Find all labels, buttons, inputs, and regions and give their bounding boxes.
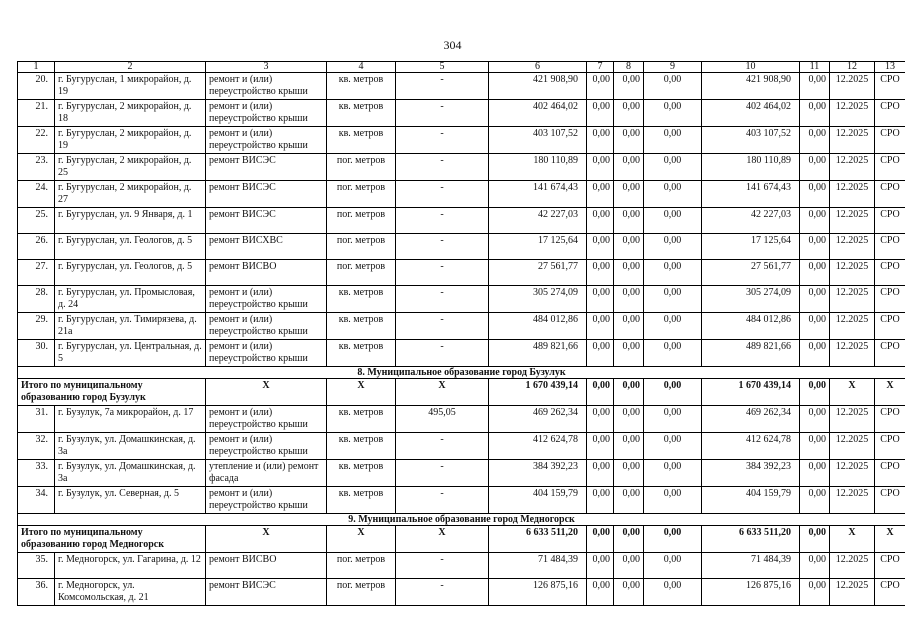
unit-cell: кв. метров (327, 340, 396, 367)
quantity-cell: - (396, 553, 489, 579)
total-cost-cell: 403 107,52 (489, 127, 587, 154)
total-cost-cell: 469 262,34 (489, 406, 587, 433)
value-cell-11: 0,00 (800, 460, 830, 487)
value-cell-7: 0,00 (587, 460, 614, 487)
address-cell: г. Бугуруслан, 1 микрорайон, д. 19 (55, 73, 206, 100)
value-cell-11: 0,00 (800, 73, 830, 100)
quantity-cell: - (396, 313, 489, 340)
subtotal-x: X (327, 526, 396, 553)
value-cell-11: 0,00 (800, 553, 830, 579)
subtotal-value: 0,00 (587, 379, 614, 406)
source-cell: СРО (875, 208, 905, 234)
column-number: 7 (587, 62, 614, 73)
work-type-cell: ремонт ВИСВО (206, 553, 327, 579)
fund-cost-cell: 42 227,03 (702, 208, 800, 234)
value-cell-9: 0,00 (644, 154, 702, 181)
total-cost-cell: 404 159,79 (489, 487, 587, 514)
source-cell: СРО (875, 154, 905, 181)
row-number: 23. (18, 154, 55, 181)
subtotal-x: X (875, 526, 905, 553)
address-cell: г. Бузулук, ул. Северная, д. 5 (55, 487, 206, 514)
address-cell: г. Бугуруслан, ул. 9 Января, д. 1 (55, 208, 206, 234)
unit-cell: пог. метров (327, 260, 396, 286)
value-cell-8: 0,00 (614, 433, 644, 460)
value-cell-8: 0,00 (614, 340, 644, 367)
deadline-cell: 12.2025 (830, 286, 875, 313)
column-number-row (18, 62, 905, 73)
deadline-cell: 12.2025 (830, 73, 875, 100)
value-cell-8: 0,00 (614, 286, 644, 313)
work-type-cell: утепление и (или) ремонт фасада (206, 460, 327, 487)
fund-cost-cell: 305 274,09 (702, 286, 800, 313)
quantity-cell: - (396, 286, 489, 313)
column-number: 2 (55, 62, 206, 73)
row-number: 21. (18, 100, 55, 127)
address-cell: г. Медногорск, ул. Комсомольская, д. 21 (55, 579, 206, 606)
repair-program-table (17, 61, 905, 606)
work-type-cell: ремонт ВИСХВС (206, 234, 327, 260)
deadline-cell: 12.2025 (830, 313, 875, 340)
total-cost-cell: 489 821,66 (489, 340, 587, 367)
unit-cell: пог. метров (327, 553, 396, 579)
value-cell-8: 0,00 (614, 127, 644, 154)
section-heading-row (18, 367, 905, 379)
deadline-cell: 12.2025 (830, 100, 875, 127)
unit-cell: кв. метров (327, 406, 396, 433)
deadline-cell: 12.2025 (830, 208, 875, 234)
row-number: 33. (18, 460, 55, 487)
subtotal-row (18, 379, 905, 406)
work-type-cell: ремонт ВИСЭС (206, 181, 327, 208)
value-cell-11: 0,00 (800, 487, 830, 514)
value-cell-11: 0,00 (800, 340, 830, 367)
table-row (18, 260, 905, 286)
quantity-cell: - (396, 260, 489, 286)
work-type-cell: ремонт и (или) переустройство крыши (206, 100, 327, 127)
fund-cost-cell: 469 262,34 (702, 406, 800, 433)
work-type-cell: ремонт ВИСВО (206, 260, 327, 286)
row-number: 26. (18, 234, 55, 260)
value-cell-9: 0,00 (644, 460, 702, 487)
deadline-cell: 12.2025 (830, 340, 875, 367)
quantity-cell: - (396, 487, 489, 514)
source-cell: СРО (875, 406, 905, 433)
value-cell-9: 0,00 (644, 579, 702, 606)
quantity-cell: - (396, 460, 489, 487)
address-cell: г. Бугуруслан, ул. Геологов, д. 5 (55, 260, 206, 286)
column-number: 13 (875, 62, 905, 73)
source-cell: СРО (875, 340, 905, 367)
deadline-cell: 12.2025 (830, 553, 875, 579)
subtotal-cost: 6 633 511,20 (489, 526, 587, 553)
value-cell-8: 0,00 (614, 73, 644, 100)
value-cell-11: 0,00 (800, 234, 830, 260)
value-cell-9: 0,00 (644, 100, 702, 127)
source-cell: СРО (875, 460, 905, 487)
source-cell: СРО (875, 313, 905, 340)
value-cell-9: 0,00 (644, 181, 702, 208)
subtotal-value: 0,00 (614, 379, 644, 406)
subtotal-fund-cost: 6 633 511,20 (702, 526, 800, 553)
address-cell: г. Бугуруслан, 2 микрорайон, д. 19 (55, 127, 206, 154)
deadline-cell: 12.2025 (830, 234, 875, 260)
deadline-cell: 12.2025 (830, 406, 875, 433)
subtotal-x: X (327, 379, 396, 406)
value-cell-8: 0,00 (614, 208, 644, 234)
subtotal-label: Итого по муниципальному образованию город Медногорск (18, 526, 206, 553)
value-cell-11: 0,00 (800, 154, 830, 181)
source-cell: СРО (875, 260, 905, 286)
row-number: 22. (18, 127, 55, 154)
total-cost-cell: 126 875,16 (489, 579, 587, 606)
value-cell-9: 0,00 (644, 487, 702, 514)
value-cell-9: 0,00 (644, 127, 702, 154)
value-cell-9: 0,00 (644, 406, 702, 433)
row-number: 36. (18, 579, 55, 606)
value-cell-9: 0,00 (644, 260, 702, 286)
deadline-cell: 12.2025 (830, 433, 875, 460)
column-number: 4 (327, 62, 396, 73)
address-cell: г. Бугуруслан, 2 микрорайон, д. 27 (55, 181, 206, 208)
table-row (18, 487, 905, 514)
row-number: 35. (18, 553, 55, 579)
quantity-cell: - (396, 73, 489, 100)
quantity-cell: - (396, 154, 489, 181)
quantity-cell: - (396, 579, 489, 606)
value-cell-7: 0,00 (587, 313, 614, 340)
total-cost-cell: 17 125,64 (489, 234, 587, 260)
value-cell-9: 0,00 (644, 313, 702, 340)
table-row (18, 234, 905, 260)
value-cell-7: 0,00 (587, 234, 614, 260)
value-cell-7: 0,00 (587, 487, 614, 514)
section-heading-row (18, 514, 905, 526)
column-number: 8 (614, 62, 644, 73)
fund-cost-cell: 17 125,64 (702, 234, 800, 260)
column-number: 3 (206, 62, 327, 73)
value-cell-7: 0,00 (587, 127, 614, 154)
source-cell: СРО (875, 487, 905, 514)
row-number: 34. (18, 487, 55, 514)
table-row (18, 286, 905, 313)
fund-cost-cell: 126 875,16 (702, 579, 800, 606)
deadline-cell: 12.2025 (830, 260, 875, 286)
address-cell: г. Бузулук, ул. Домашкинская, д. 3а (55, 433, 206, 460)
column-number: 9 (644, 62, 702, 73)
value-cell-9: 0,00 (644, 433, 702, 460)
row-number: 32. (18, 433, 55, 460)
value-cell-9: 0,00 (644, 208, 702, 234)
value-cell-9: 0,00 (644, 340, 702, 367)
unit-cell: пог. метров (327, 154, 396, 181)
unit-cell: кв. метров (327, 433, 396, 460)
source-cell: СРО (875, 579, 905, 606)
page-number: 304 (443, 38, 462, 52)
value-cell-11: 0,00 (800, 579, 830, 606)
work-type-cell: ремонт ВИСЭС (206, 579, 327, 606)
column-number: 11 (800, 62, 830, 73)
value-cell-11: 0,00 (800, 406, 830, 433)
fund-cost-cell: 489 821,66 (702, 340, 800, 367)
fund-cost-cell: 484 012,86 (702, 313, 800, 340)
value-cell-7: 0,00 (587, 406, 614, 433)
value-cell-11: 0,00 (800, 313, 830, 340)
subtotal-value: 0,00 (644, 379, 702, 406)
fund-cost-cell: 27 561,77 (702, 260, 800, 286)
total-cost-cell: 27 561,77 (489, 260, 587, 286)
total-cost-cell: 412 624,78 (489, 433, 587, 460)
source-cell: СРО (875, 234, 905, 260)
unit-cell: пог. метров (327, 181, 396, 208)
value-cell-11: 0,00 (800, 100, 830, 127)
table-row (18, 340, 905, 367)
table-row (18, 406, 905, 433)
value-cell-8: 0,00 (614, 154, 644, 181)
work-type-cell: ремонт и (или) переустройство крыши (206, 313, 327, 340)
quantity-cell: - (396, 340, 489, 367)
value-cell-8: 0,00 (614, 100, 644, 127)
quantity-cell: - (396, 234, 489, 260)
value-cell-7: 0,00 (587, 579, 614, 606)
column-number: 6 (489, 62, 587, 73)
table-row (18, 100, 905, 127)
column-number: 10 (702, 62, 800, 73)
subtotal-x: X (875, 379, 905, 406)
value-cell-9: 0,00 (644, 553, 702, 579)
subtotal-x: X (396, 526, 489, 553)
quantity-cell: - (396, 208, 489, 234)
unit-cell: пог. метров (327, 208, 396, 234)
deadline-cell: 12.2025 (830, 460, 875, 487)
work-type-cell: ремонт и (или) переустройство крыши (206, 340, 327, 367)
value-cell-7: 0,00 (587, 181, 614, 208)
deadline-cell: 12.2025 (830, 487, 875, 514)
total-cost-cell: 402 464,02 (489, 100, 587, 127)
table-row (18, 460, 905, 487)
source-cell: СРО (875, 127, 905, 154)
value-cell-7: 0,00 (587, 433, 614, 460)
deadline-cell: 12.2025 (830, 579, 875, 606)
value-cell-11: 0,00 (800, 127, 830, 154)
address-cell: г. Бугуруслан, 2 микрорайон, д. 25 (55, 154, 206, 181)
fund-cost-cell: 403 107,52 (702, 127, 800, 154)
work-type-cell: ремонт и (или) переустройство крыши (206, 127, 327, 154)
table-row (18, 181, 905, 208)
total-cost-cell: 141 674,43 (489, 181, 587, 208)
value-cell-9: 0,00 (644, 73, 702, 100)
value-cell-11: 0,00 (800, 433, 830, 460)
work-type-cell: ремонт и (или) переустройство крыши (206, 433, 327, 460)
subtotal-value: 0,00 (800, 526, 830, 553)
value-cell-8: 0,00 (614, 487, 644, 514)
fund-cost-cell: 421 908,90 (702, 73, 800, 100)
address-cell: г. Бугуруслан, ул. Геологов, д. 5 (55, 234, 206, 260)
deadline-cell: 12.2025 (830, 181, 875, 208)
section-title: 8. Муниципальное образование город Бузулук (18, 367, 905, 379)
subtotal-x: X (396, 379, 489, 406)
column-number: 5 (396, 62, 489, 73)
subtotal-value: 0,00 (614, 526, 644, 553)
row-number: 28. (18, 286, 55, 313)
fund-cost-cell: 71 484,39 (702, 553, 800, 579)
section-title: 9. Муниципальное образование город Медногорск (18, 514, 905, 526)
table-row (18, 154, 905, 181)
work-type-cell: ремонт и (или) переустройство крыши (206, 406, 327, 433)
source-cell: СРО (875, 73, 905, 100)
table-row (18, 208, 905, 234)
value-cell-7: 0,00 (587, 73, 614, 100)
fund-cost-cell: 404 159,79 (702, 487, 800, 514)
quantity-cell: - (396, 127, 489, 154)
value-cell-9: 0,00 (644, 234, 702, 260)
table-row (18, 73, 905, 100)
source-cell: СРО (875, 100, 905, 127)
unit-cell: кв. метров (327, 286, 396, 313)
value-cell-11: 0,00 (800, 208, 830, 234)
value-cell-7: 0,00 (587, 260, 614, 286)
value-cell-7: 0,00 (587, 286, 614, 313)
fund-cost-cell: 402 464,02 (702, 100, 800, 127)
source-cell: СРО (875, 553, 905, 579)
deadline-cell: 12.2025 (830, 127, 875, 154)
total-cost-cell: 71 484,39 (489, 553, 587, 579)
row-number: 24. (18, 181, 55, 208)
row-number: 29. (18, 313, 55, 340)
row-number: 20. (18, 73, 55, 100)
subtotal-row (18, 526, 905, 553)
work-type-cell: ремонт и (или) переустройство крыши (206, 487, 327, 514)
work-type-cell: ремонт и (или) переустройство крыши (206, 286, 327, 313)
address-cell: г. Бугуруслан, ул. Тимирязева, д. 21а (55, 313, 206, 340)
value-cell-8: 0,00 (614, 260, 644, 286)
row-number: 25. (18, 208, 55, 234)
subtotal-value: 0,00 (800, 379, 830, 406)
subtotal-x: X (830, 526, 875, 553)
quantity-cell: - (396, 433, 489, 460)
subtotal-value: 0,00 (587, 526, 614, 553)
column-number: 1 (18, 62, 55, 73)
total-cost-cell: 484 012,86 (489, 313, 587, 340)
column-number: 12 (830, 62, 875, 73)
total-cost-cell: 421 908,90 (489, 73, 587, 100)
quantity-cell: - (396, 181, 489, 208)
source-cell: СРО (875, 286, 905, 313)
total-cost-cell: 305 274,09 (489, 286, 587, 313)
table-row (18, 579, 905, 606)
value-cell-8: 0,00 (614, 406, 644, 433)
fund-cost-cell: 412 624,78 (702, 433, 800, 460)
quantity-cell: - (396, 100, 489, 127)
fund-cost-cell: 180 110,89 (702, 154, 800, 181)
total-cost-cell: 180 110,89 (489, 154, 587, 181)
value-cell-8: 0,00 (614, 313, 644, 340)
total-cost-cell: 384 392,23 (489, 460, 587, 487)
unit-cell: пог. метров (327, 234, 396, 260)
deadline-cell: 12.2025 (830, 154, 875, 181)
total-cost-cell: 42 227,03 (489, 208, 587, 234)
value-cell-7: 0,00 (587, 100, 614, 127)
subtotal-x: X (206, 526, 327, 553)
address-cell: г. Бугуруслан, ул. Промысловая, д. 24 (55, 286, 206, 313)
value-cell-7: 0,00 (587, 208, 614, 234)
fund-cost-cell: 141 674,43 (702, 181, 800, 208)
subtotal-cost: 1 670 439,14 (489, 379, 587, 406)
value-cell-7: 0,00 (587, 154, 614, 181)
address-cell: г. Бугуруслан, ул. Центральная, д. 5 (55, 340, 206, 367)
value-cell-11: 0,00 (800, 286, 830, 313)
table-row (18, 553, 905, 579)
row-number: 31. (18, 406, 55, 433)
value-cell-8: 0,00 (614, 234, 644, 260)
fund-cost-cell: 384 392,23 (702, 460, 800, 487)
table-row (18, 313, 905, 340)
source-cell: СРО (875, 433, 905, 460)
quantity-cell: 495,05 (396, 406, 489, 433)
table-row (18, 433, 905, 460)
unit-cell: кв. метров (327, 487, 396, 514)
source-cell: СРО (875, 181, 905, 208)
subtotal-value: 0,00 (644, 526, 702, 553)
unit-cell: кв. метров (327, 127, 396, 154)
table-body (18, 62, 905, 606)
table-row (18, 127, 905, 154)
work-type-cell: ремонт ВИСЭС (206, 208, 327, 234)
value-cell-8: 0,00 (614, 579, 644, 606)
value-cell-9: 0,00 (644, 286, 702, 313)
subtotal-label: Итого по муниципальному образованию город Бузулук (18, 379, 206, 406)
unit-cell: кв. метров (327, 313, 396, 340)
value-cell-8: 0,00 (614, 181, 644, 208)
unit-cell: кв. метров (327, 460, 396, 487)
subtotal-x: X (830, 379, 875, 406)
value-cell-7: 0,00 (587, 553, 614, 579)
address-cell: г. Бузулук, 7а микрорайон, д. 17 (55, 406, 206, 433)
address-cell: г. Медногорск, ул. Гагарина, д. 12 (55, 553, 206, 579)
work-type-cell: ремонт ВИСЭС (206, 154, 327, 181)
value-cell-11: 0,00 (800, 181, 830, 208)
address-cell: г. Бугуруслан, 2 микрорайон, д. 18 (55, 100, 206, 127)
subtotal-fund-cost: 1 670 439,14 (702, 379, 800, 406)
value-cell-7: 0,00 (587, 340, 614, 367)
subtotal-x: X (206, 379, 327, 406)
address-cell: г. Бузулук, ул. Домашкинская, д. 3а (55, 460, 206, 487)
unit-cell: кв. метров (327, 73, 396, 100)
value-cell-8: 0,00 (614, 460, 644, 487)
row-number: 30. (18, 340, 55, 367)
row-number: 27. (18, 260, 55, 286)
value-cell-11: 0,00 (800, 260, 830, 286)
value-cell-8: 0,00 (614, 553, 644, 579)
unit-cell: кв. метров (327, 100, 396, 127)
work-type-cell: ремонт и (или) переустройство крыши (206, 73, 327, 100)
unit-cell: пог. метров (327, 579, 396, 606)
